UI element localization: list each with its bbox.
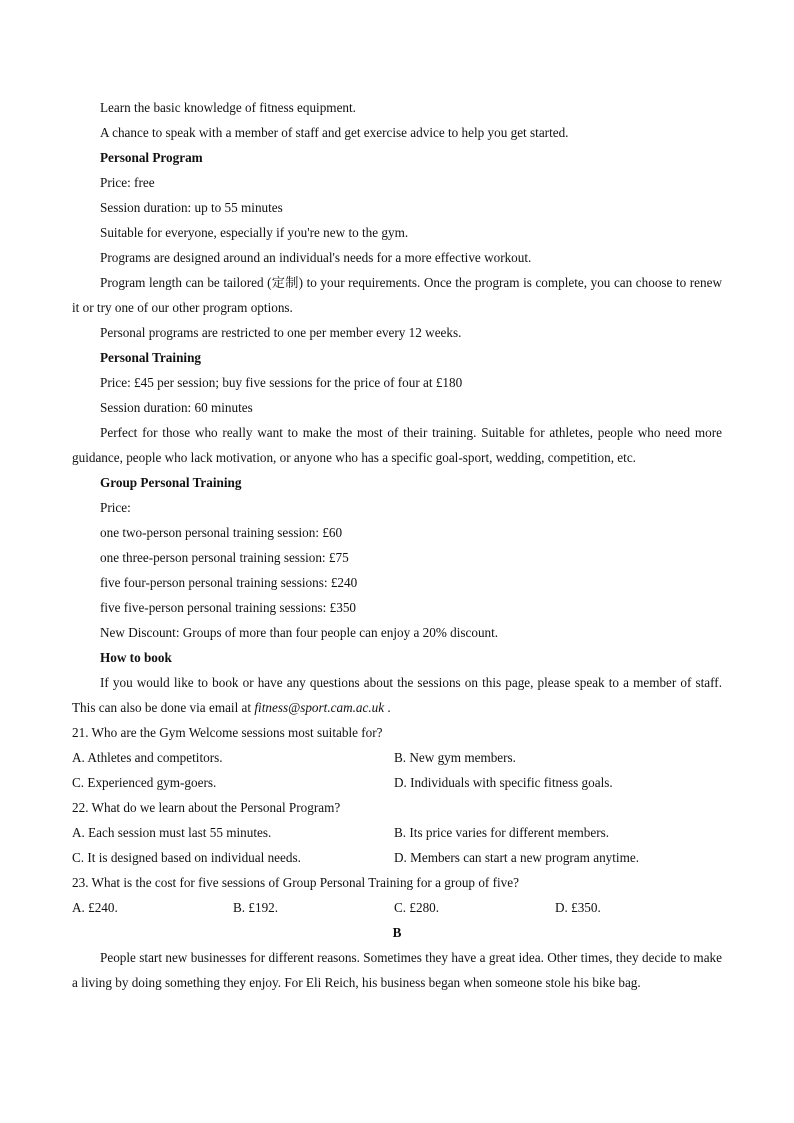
contact-email: fitness@sport.cam.ac.uk — [254, 700, 385, 715]
personal-program-suitable: Suitable for everyone, especially if you're new to the gym. — [100, 225, 409, 240]
group-training-price-item: five four-person personal training sessions: £240 — [100, 575, 358, 590]
personal-program-designed: Programs are designed around an individual's needs for a more effective workout. — [100, 250, 532, 265]
section-heading-personal-program: Personal Program — [100, 150, 203, 165]
group-training-price-item: one three-person personal training session: £75 — [100, 550, 349, 565]
option-a: A. Each session must last 55 minutes. — [72, 825, 272, 840]
question-stem-23: 23. What is the cost for five sessions of Group Personal Training for a group of five? — [72, 875, 519, 890]
group-training-price-item: one two-person personal training session: £60 — [100, 525, 343, 540]
intro-line: A chance to speak with a member of staff and get exercise advice to help you get started. — [100, 125, 569, 140]
group-training-price-item: five five-person personal training sessions: £350 — [100, 600, 357, 615]
group-training-price-label: Price: — [100, 500, 131, 515]
option-c: C. £280. — [394, 900, 440, 915]
personal-training-duration: Session duration: 60 minutes — [100, 400, 253, 415]
personal-training-perfect: Perfect for those who really want to make the most of their training. Suitable for athletes, people who need more guidance, people who lack motivation, or anyone who has a specific goal-sport, wedding, competition, etc. — [72, 425, 722, 465]
personal-program-length: Program length can be tailored (定制) to your requirements. Once the program is complete, you can choose to renew it or try one of our other program options. — [72, 275, 722, 315]
option-b: B. £192. — [233, 900, 279, 915]
option-d: D. Members can start a new program anytime. — [394, 850, 639, 865]
section-heading-how-to-book: How to book — [100, 650, 172, 665]
option-c: C. Experienced gym-goers. — [72, 775, 217, 790]
passage-b-label: B — [392, 925, 402, 940]
question-options-23 — [72, 895, 722, 920]
question-options-22 — [72, 820, 722, 870]
option-b: B. Its price varies for different members. — [394, 825, 610, 840]
personal-program-duration: Session duration: up to 55 minutes — [100, 200, 283, 215]
option-c: C. It is designed based on individual needs. — [72, 850, 301, 865]
option-d: D. Individuals with specific fitness goals. — [394, 775, 613, 790]
intro-line: Learn the basic knowledge of fitness equipment. — [100, 100, 356, 115]
option-a: A. £240. — [72, 900, 118, 915]
option-d: D. £350. — [555, 900, 601, 915]
how-to-book-text — [72, 670, 722, 720]
section-heading-group-training: Group Personal Training — [100, 475, 242, 490]
personal-training-price: Price: £45 per session; buy five sessions for the price of four at £180 — [100, 375, 463, 390]
group-training-discount: New Discount: Groups of more than four people can enjoy a 20% discount. — [100, 625, 499, 640]
how-to-book-end: . — [384, 700, 391, 715]
personal-program-price: Price: free — [100, 175, 155, 190]
option-a: A. Athletes and competitors. — [72, 750, 223, 765]
how-to-book-body: If you would like to book or have any questions about the sessions on this page, please speak to a member of staff. This can also be done via email at — [72, 675, 722, 715]
passage-b-paragraph: People start new businesses for different reasons. Sometimes they have a great idea. Other times, they decide to make a living by doing something they enjoy. For Eli Reich, his business began when someone stole his bike bag. — [72, 950, 722, 990]
question-stem-21: 21. Who are the Gym Welcome sessions most suitable for? — [72, 725, 383, 740]
option-b: B. New gym members. — [394, 750, 516, 765]
personal-program-restricted: Personal programs are restricted to one per member every 12 weeks. — [100, 325, 462, 340]
section-heading-personal-training: Personal Training — [100, 350, 201, 365]
question-stem-22: 22. What do we learn about the Personal Program? — [72, 800, 341, 815]
question-options-21 — [72, 745, 722, 795]
